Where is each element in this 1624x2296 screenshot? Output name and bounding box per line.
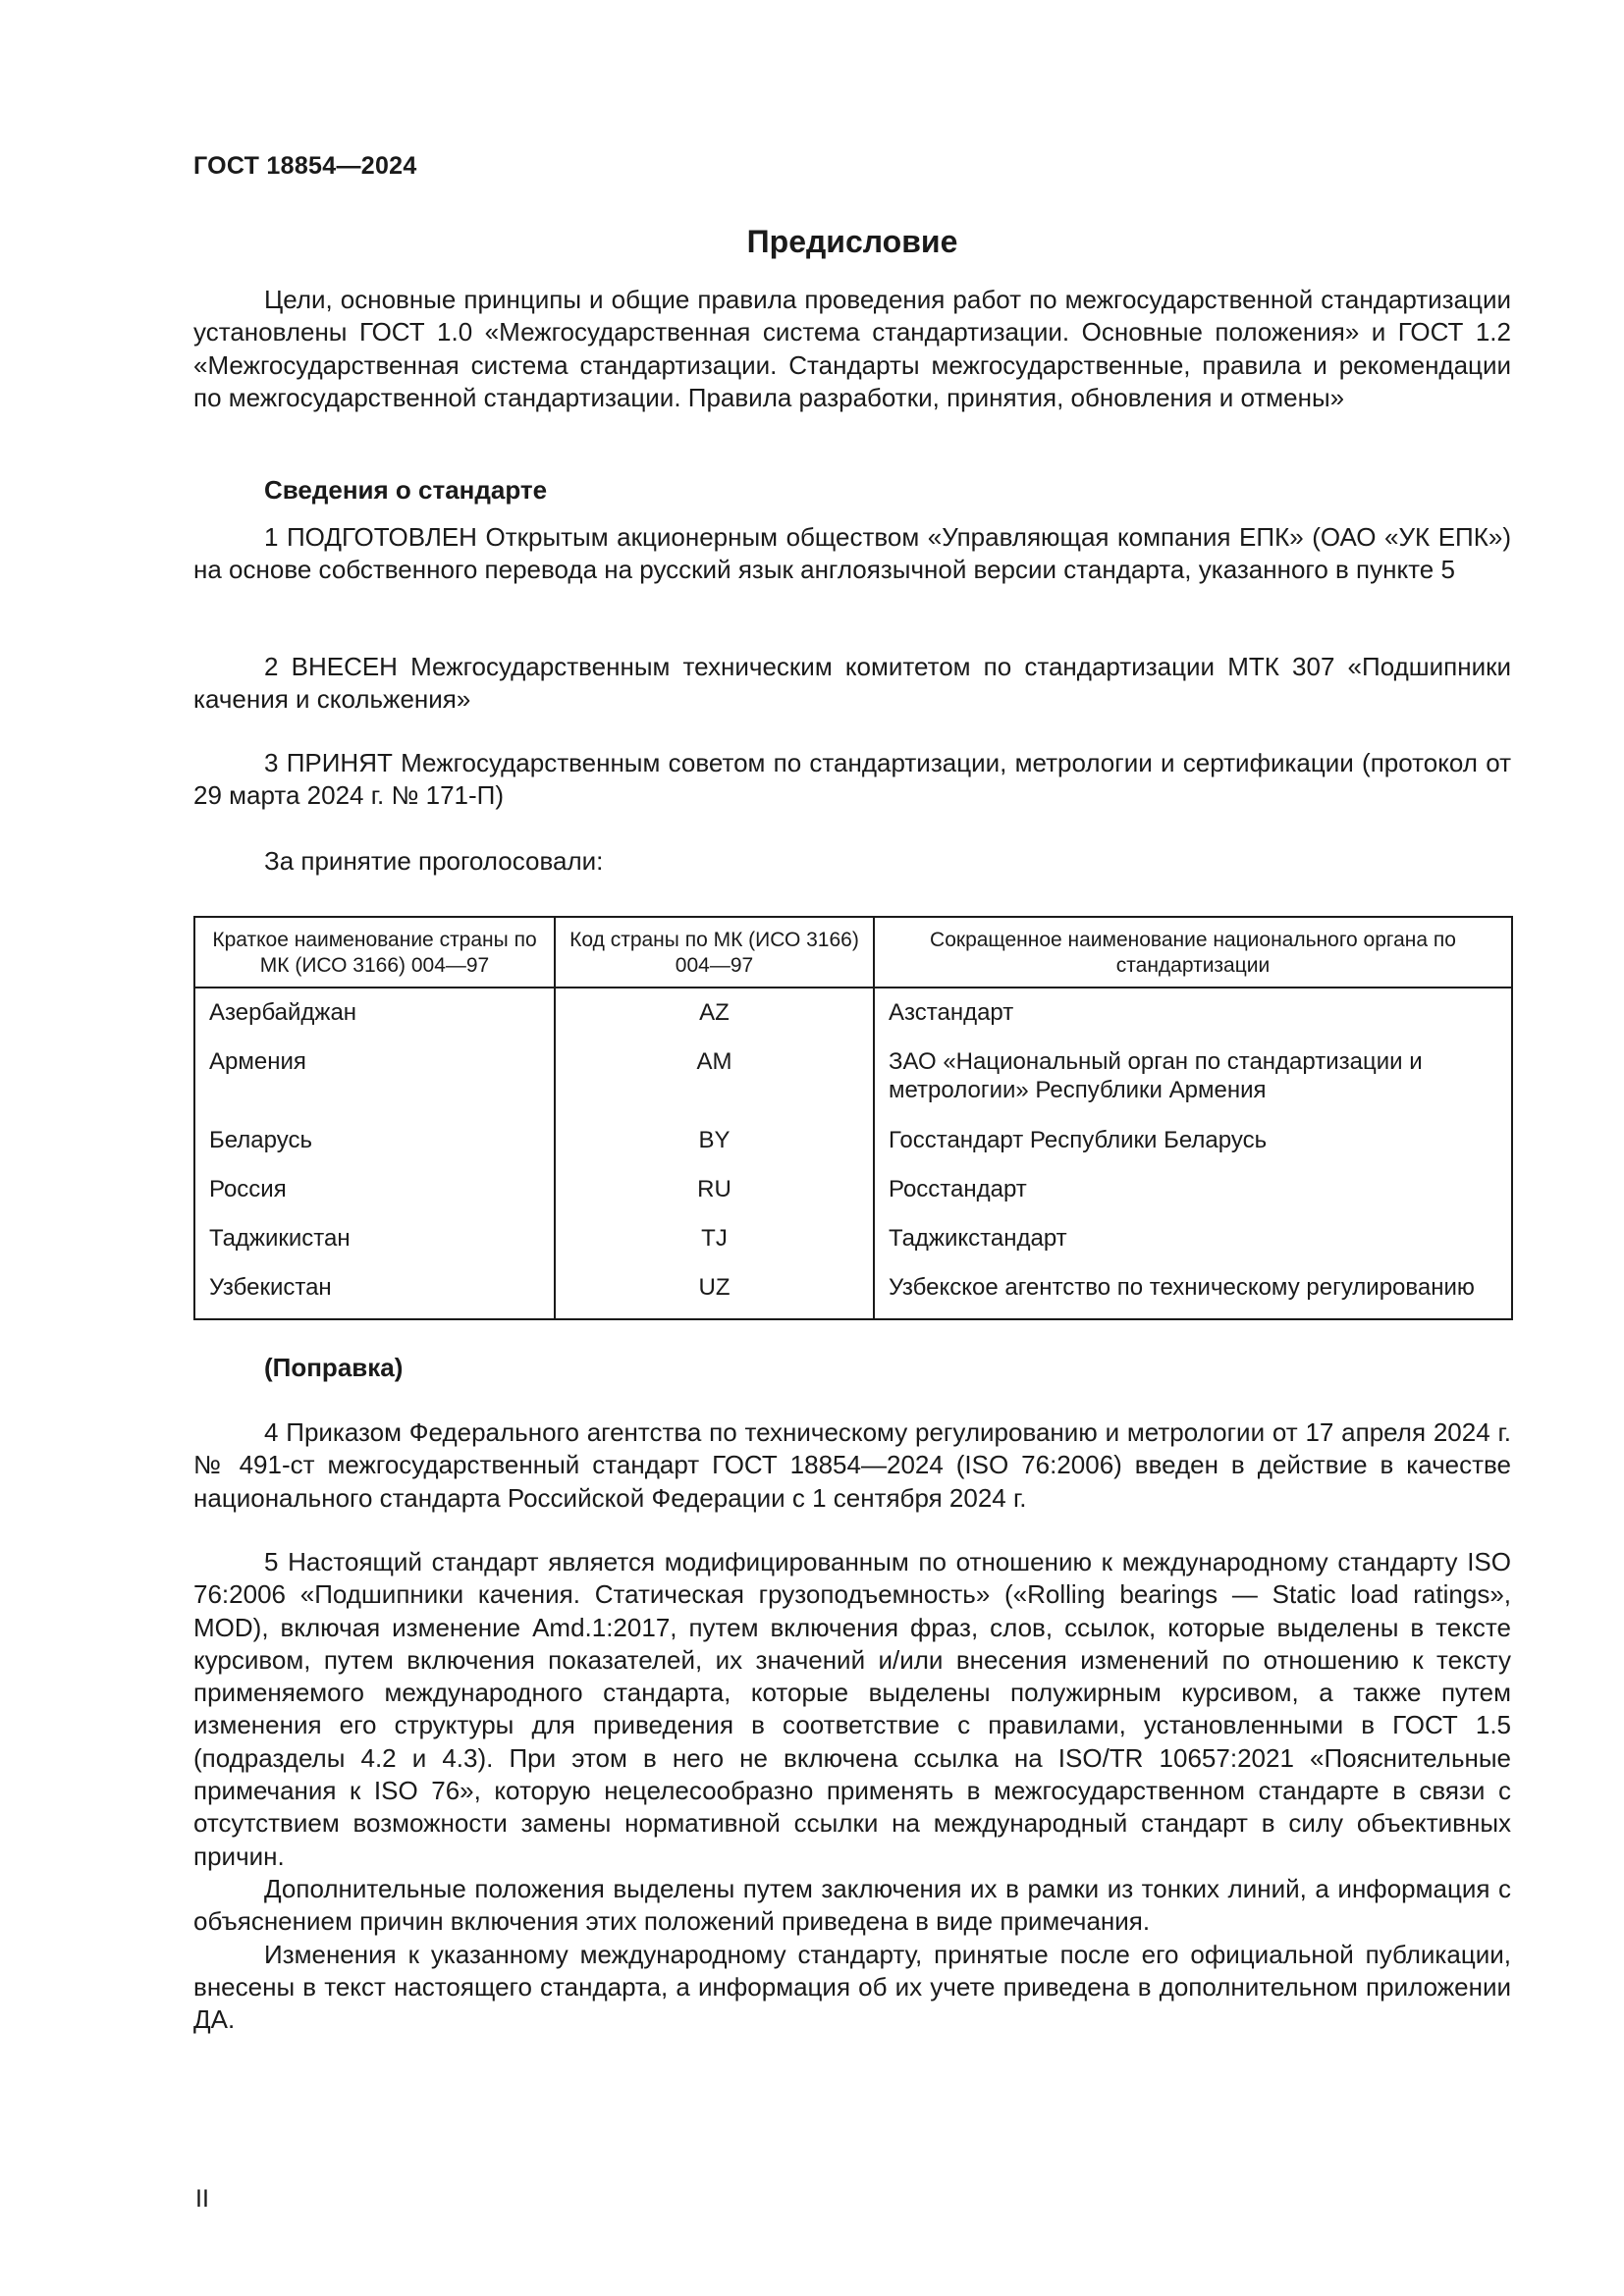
- page-title: Предисловие: [746, 224, 958, 259]
- cell-body: Таджикстандарт: [874, 1220, 1512, 1269]
- cell-code: RU: [555, 1171, 874, 1220]
- amendment-label: (Поправка): [264, 1353, 404, 1382]
- cell-country: Беларусь: [194, 1122, 555, 1171]
- intro-paragraph: [193, 284, 1511, 414]
- item-5-section: [193, 1546, 1511, 2036]
- item-1-text: 1 ПОДГОТОВЛЕН Открытым акционерным обществом «Управляющая компания ЕПК» (ОАО «УК ЕПК») на основе собственного перевода на русский язык англоязычной версии стандарта, указанного в пункте 5: [193, 522, 1511, 585]
- item-3-text: 3 ПРИНЯТ Межгосударственным советом по стандартизации, метрологии и сертификации (протокол от 29 марта 2024 г. № 171-П): [193, 748, 1511, 811]
- table-row: [194, 1043, 1512, 1122]
- item-2-text: 2 ВНЕСЕН Межгосударственным техническим комитетом по стандартизации МТК 307 «Подшипники качения и скольжения»: [193, 652, 1511, 715]
- cell-country: Армения: [194, 1043, 555, 1122]
- item-3-paragraph: [193, 747, 1511, 813]
- cell-body: Узбекское агентство по техническому регулированию: [874, 1269, 1512, 1319]
- cell-country: Россия: [194, 1171, 555, 1220]
- item-2-paragraph: [193, 651, 1511, 717]
- cell-body: Росстандарт: [874, 1171, 1512, 1220]
- info-heading: Сведения о стандарте: [264, 475, 548, 505]
- item-4-paragraph: [193, 1416, 1511, 1515]
- cell-country: Азербайджан: [194, 988, 555, 1043]
- table-row: [194, 1122, 1512, 1171]
- cell-code: AM: [555, 1043, 874, 1122]
- header-body: Сокращенное наименование национального органа по стандартизации: [874, 917, 1512, 988]
- table-row: [194, 1171, 1512, 1220]
- table-header-row: [194, 917, 1512, 988]
- page-number: II: [195, 2185, 209, 2213]
- item-5-text: 5 Настоящий стандарт является модифицированным по отношению к международному стандарту ISO 76:2006 «Подшипники качения. Статическая грузоподъемность» («Rolling bearings — Static load ratings», MOD), включая изменение Amd.1:2017, путем включения фраз, слов, ссылок, которые выделены в тексте курсивом, путем включения показателей, их значений и/или внесения изменений по отношению к тексту применяемого международного стандарта, которые выделены полужирным курсивом, а также путем изменения его структуры для приведения в соответствие с правилами, установленными в ГОСТ 1.5 (подразделы 4.2 и 4.3). При этом в него не включена ссылка на ISO/TR 10657:2021 «Пояснительные примечания к ISO 76», которую нецелесообразно применять в межгосударственном стандарте в связи с отсутствием возможности замены нормативной ссылки на международный стандарт в силу объективных причин.: [193, 1547, 1511, 1871]
- item-5-additional-text: Дополнительные положения выделены путем заключения их в рамки из тонких линий, а информация с объяснением причин включения этих положений приведена в виде примечания.: [193, 1873, 1511, 1937]
- document-code: ГОСТ 18854—2024: [193, 152, 417, 180]
- cell-code: BY: [555, 1122, 874, 1171]
- voted-label: За принятие проголосовали:: [264, 846, 604, 876]
- cell-code: AZ: [555, 988, 874, 1043]
- header-code: Код страны по МК (ИСО 3166) 004—97: [555, 917, 874, 988]
- cell-code: TJ: [555, 1220, 874, 1269]
- cell-body: Госстандарт Республики Беларусь: [874, 1122, 1512, 1171]
- table-row: [194, 1269, 1512, 1319]
- cell-code: UZ: [555, 1269, 874, 1319]
- table-row: [194, 988, 1512, 1043]
- cell-body: Азстандарт: [874, 988, 1512, 1043]
- voting-table: [193, 916, 1513, 1320]
- table-row: [194, 1220, 1512, 1269]
- item-1-paragraph: [193, 521, 1511, 587]
- cell-country: Узбекистан: [194, 1269, 555, 1319]
- cell-country: Таджикистан: [194, 1220, 555, 1269]
- header-country: Краткое наименование страны по МК (ИСО 3166) 004—97: [194, 917, 555, 988]
- item-4-text: 4 Приказом Федерального агентства по техническому регулированию и метрологии от 17 апреля 2024 г. № 491-ст межгосударственный стандарт ГОСТ 18854—2024 (ISO 76:2006) введен в действие в качестве национального стандарта Российской Федерации с 1 сентября 2024 г.: [193, 1417, 1511, 1513]
- intro-text: Цели, основные принципы и общие правила проведения работ по межгосударственной стандартизации установлены ГОСТ 1.0 «Межгосударственная система стандартизации. Основные положения» и ГОСТ 1.2 «Межгосударственная система стандартизации. Стандарты межгосударственные, правила и рекомендации по межгосударственной стандартизации. Правила разработки, принятия, обновления и отмены»: [193, 285, 1511, 412]
- cell-body: ЗАО «Национальный орган по стандартизации и метрологии» Республики Армения: [874, 1043, 1512, 1122]
- item-5-changes-text: Изменения к указанному международному стандарту, принятые после его официальной публикации, внесены в текст настоящего стандарта, а информация об их учете приведена в дополнительном приложении ДА.: [193, 1939, 1511, 2035]
